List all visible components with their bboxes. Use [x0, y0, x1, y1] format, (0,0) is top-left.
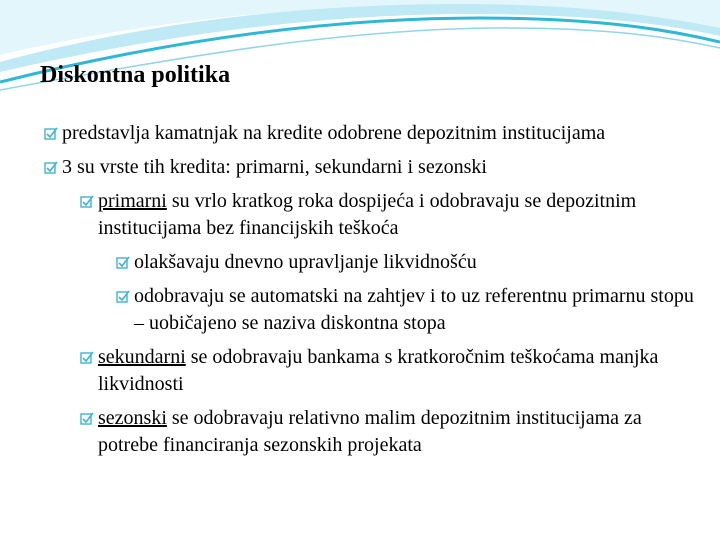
bullet-text: odobravaju se automatski na zahtjev i to uz referentnu primarnu stopu – uobičajeno se naziva diskontna stopa — [134, 285, 694, 334]
bullet-item-primarni — [40, 188, 700, 242]
term-sezonski: sezonski — [98, 407, 167, 429]
bullet-text: se odobravaju bankama s kratkoročnim teškoćama manjka likvidnosti — [98, 346, 659, 395]
bullet-text: se odobravaju relativno malim depozitnim institucijama za potrebe financiranja sezonskih projekata — [98, 407, 642, 456]
bullet-item-sekundarni — [40, 344, 700, 398]
bullet-item — [40, 249, 700, 276]
bullet-text: olakšavaju dnevno upravljanje likvidnošću — [134, 251, 477, 273]
bullet-text: su vrlo kratkog roka dospijeća i odobravaju se depozitnim institucijama bez financijskih teškoća — [98, 190, 637, 239]
checkbox-bullet-icon — [80, 412, 94, 426]
slide-content — [40, 120, 700, 466]
checkbox-bullet-icon — [116, 290, 130, 304]
checkbox-bullet-icon — [44, 161, 58, 175]
checkbox-bullet-icon — [80, 351, 94, 365]
bullet-item-sezonski — [40, 405, 700, 459]
bullet-item — [40, 120, 700, 147]
term-primarni: primarni — [98, 190, 167, 212]
bullet-item — [40, 283, 700, 337]
bullet-item — [40, 154, 700, 181]
checkbox-bullet-icon — [44, 127, 58, 141]
slide-title: Diskontna politika — [40, 62, 231, 88]
checkbox-bullet-icon — [80, 195, 94, 209]
term-sekundarni: sekundarni — [98, 346, 186, 368]
bullet-text: 3 su vrste tih kredita: primarni, sekundarni i sezonski — [62, 156, 487, 178]
bullet-text: predstavlja kamatnjak na kredite odobrene depozitnim institucijama — [62, 122, 606, 144]
checkbox-bullet-icon — [116, 256, 130, 270]
